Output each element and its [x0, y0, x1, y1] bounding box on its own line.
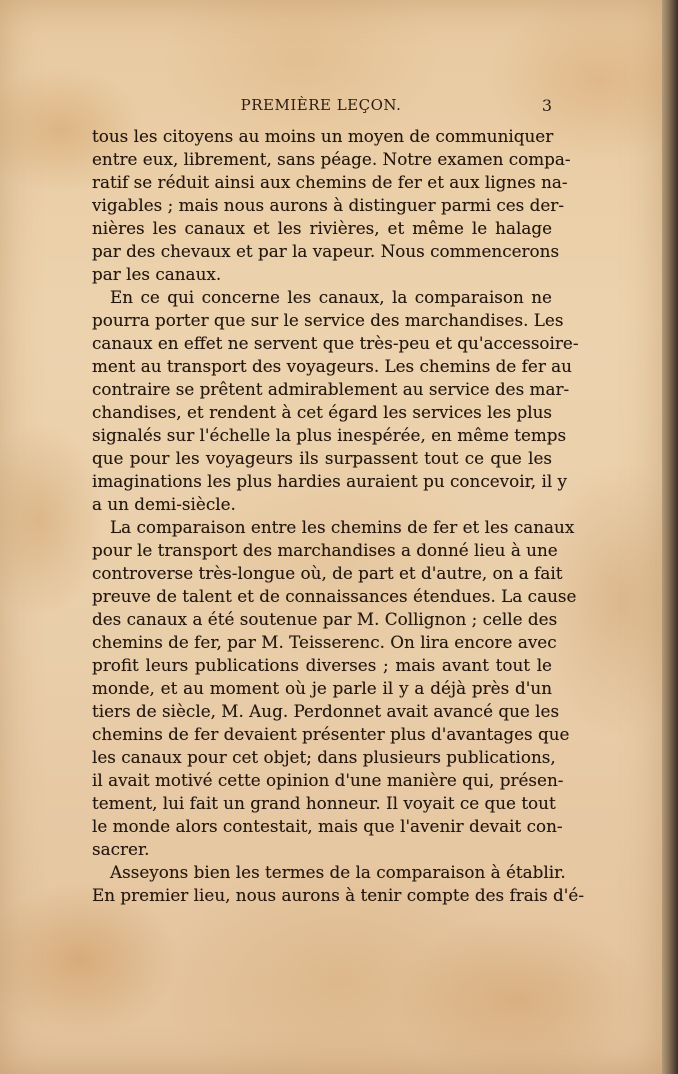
text-line: chandises, et rendent à cet égard les services les plus [92, 402, 552, 422]
text-line: les canaux pour cet objet; dans plusieurs publications, [92, 747, 556, 767]
text-line: canaux en effet ne servent que très-peu et qu'accessoire- [92, 333, 579, 353]
text-line: tement, lui fait un grand honneur. Il voyait ce que tout [92, 793, 556, 813]
text-line: pour le transport des marchandises a donné lieu à une [92, 540, 558, 560]
text-line: preuve de talent et de connaissances étendues. La cause [92, 586, 577, 606]
text-line: par les canaux. [92, 264, 222, 284]
text-line: tiers de siècle, M. Aug. Perdonnet avait avancé que les [92, 701, 560, 721]
text-line: chemins de fer devaient présenter plus d'avantages que [92, 724, 570, 744]
text-line: controverse très-longue où, de part et d'autre, on a fait [92, 563, 563, 583]
text-line: signalés sur l'échelle la plus inespérée, en même temps [92, 425, 567, 445]
text-line: En premier lieu, nous aurons à tenir compte des frais d'é- [92, 885, 584, 905]
text-line: Asseyons bien les termes de la comparaison à établir. [110, 862, 566, 882]
page-edge [662, 0, 678, 1074]
text-line: ratif se réduit ainsi aux chemins de fer et aux lignes na- [92, 172, 568, 192]
text-line: a un demi-siècle. [92, 494, 236, 514]
text-line: ment au transport des voyageurs. Les chemins de fer au [92, 356, 572, 376]
text-line: nières les canaux et les rivières, et même le halage [92, 218, 552, 238]
running-head [90, 96, 552, 118]
text-line: contraire se prêtent admirablement au service des mar- [92, 379, 570, 399]
text-line: entre eux, librement, sans péage. Notre examen compa- [92, 149, 571, 169]
text-line: La comparaison entre les chemins de fer et les canaux [110, 517, 575, 537]
text-line: tous les citoyens au moins un moyen de communiquer [92, 126, 554, 146]
text-line: chemins de fer, par M. Teisserenc. On lira encore avec [92, 632, 557, 652]
text-line: imaginations les plus hardies auraient pu concevoir, il y [92, 471, 567, 491]
text-line: il avait motivé cette opinion d'une manière qui, présen- [92, 770, 564, 790]
text-line: des canaux a été soutenue par M. Collignon ; celle des [92, 609, 558, 629]
running-title: PREMIÈRE LEÇON. [240, 96, 402, 114]
text-line: En ce qui concerne les canaux, la comparaison ne [110, 287, 552, 307]
text-line: que pour les voyageurs ils surpassent tout ce que les [92, 448, 552, 468]
body-text [92, 125, 584, 907]
text-line: le monde alors contestait, mais que l'avenir devait con- [92, 816, 563, 836]
text-line: monde, et au moment où je parle il y a déjà près d'un [92, 678, 552, 698]
page-number: 3 [541, 96, 552, 115]
text-line: sacrer. [92, 839, 150, 859]
text-line: profit leurs publications diverses ; mais avant tout le [92, 655, 552, 675]
text-line: par des chevaux et par la vapeur. Nous commencerons [92, 241, 560, 261]
text-line: pourra porter que sur le service des marchandises. Les [92, 310, 564, 330]
text-line: vigables ; mais nous aurons à distinguer parmi ces der- [92, 195, 564, 215]
